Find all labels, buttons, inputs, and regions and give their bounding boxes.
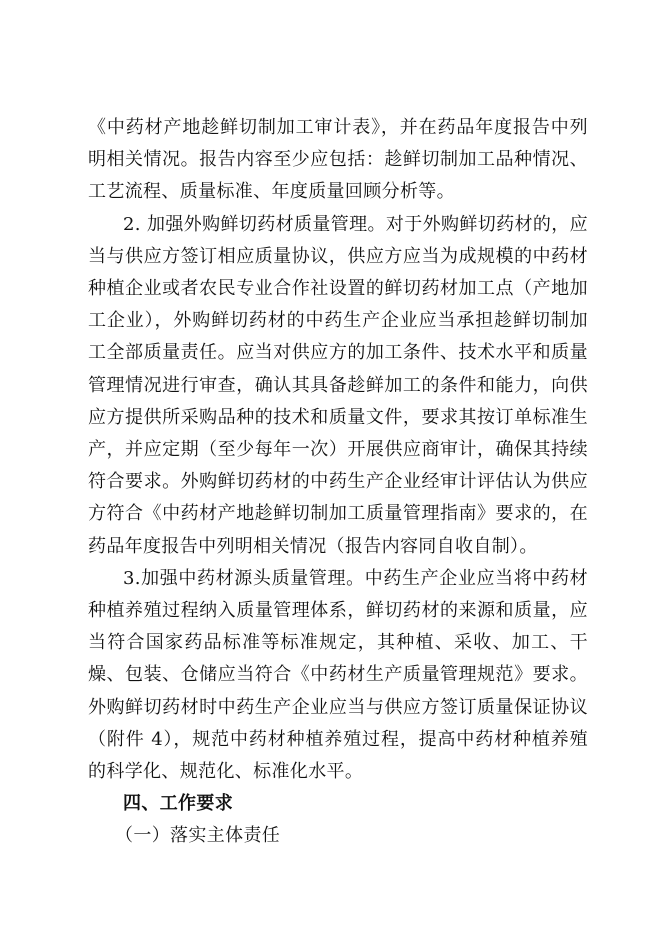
subsection-heading: （一）落实主体责任 <box>115 825 281 847</box>
paragraph-source-quality: 3.加强中药材源头质量管理。中药生产企业应当将中药材种植养殖过程纳入质量管理体系，鲜切药材的来源和质量，应当符合国家药品标准等标准规定，其种植、采收、加工、干燥、包装、仓储应当符合《中药材生产质量管理规范》要求。外购鲜切药材时中药生产企业应当与供应方签订质量保证协议（附件 4），规范中药材种植养殖过程，提高中药材种植养殖的科学化、规范化、标准化水平。 <box>88 567 588 783</box>
paragraph-purchased-materials: 2. 加强外购鲜切药材质量管理。对于外购鲜切药材的，应当与供应方签订相应质量协议，供应方应当为成规模的中药材种植企业或者农民专业合作社设置的鲜切药材加工点（产地加工企业），外购鲜切药材的中药生产企业应当承担趁鲜切制加工全部质量责任。应当对供应方的加工条件、技术水平和质量管理情况进行审查，确认其具备趁鲜加工的条件和能力，向供应方提供所采购品种的技术和质量文件，要求其按订单标准生产，并应定期（至少每年一次）开展供应商审计，确保其持续符合要求。外购鲜切药材的中药生产企业经审计评估认为供应方符合《中药材产地趁鲜切制加工质量管理指南》要求的，在药品年度报告中列明相关情况（报告内容同自收自制）。 <box>88 213 588 557</box>
document-body <box>88 112 588 853</box>
section-heading: 四、工作要求 <box>123 793 234 815</box>
paragraph-audit-report: 《中药材产地趁鲜切制加工审计表》，并在药品年度报告中列明相关情况。报告内容至少应包括：趁鲜切制加工品种情况、工艺流程、质量标准、年度质量回顾分析等。 <box>88 117 588 203</box>
